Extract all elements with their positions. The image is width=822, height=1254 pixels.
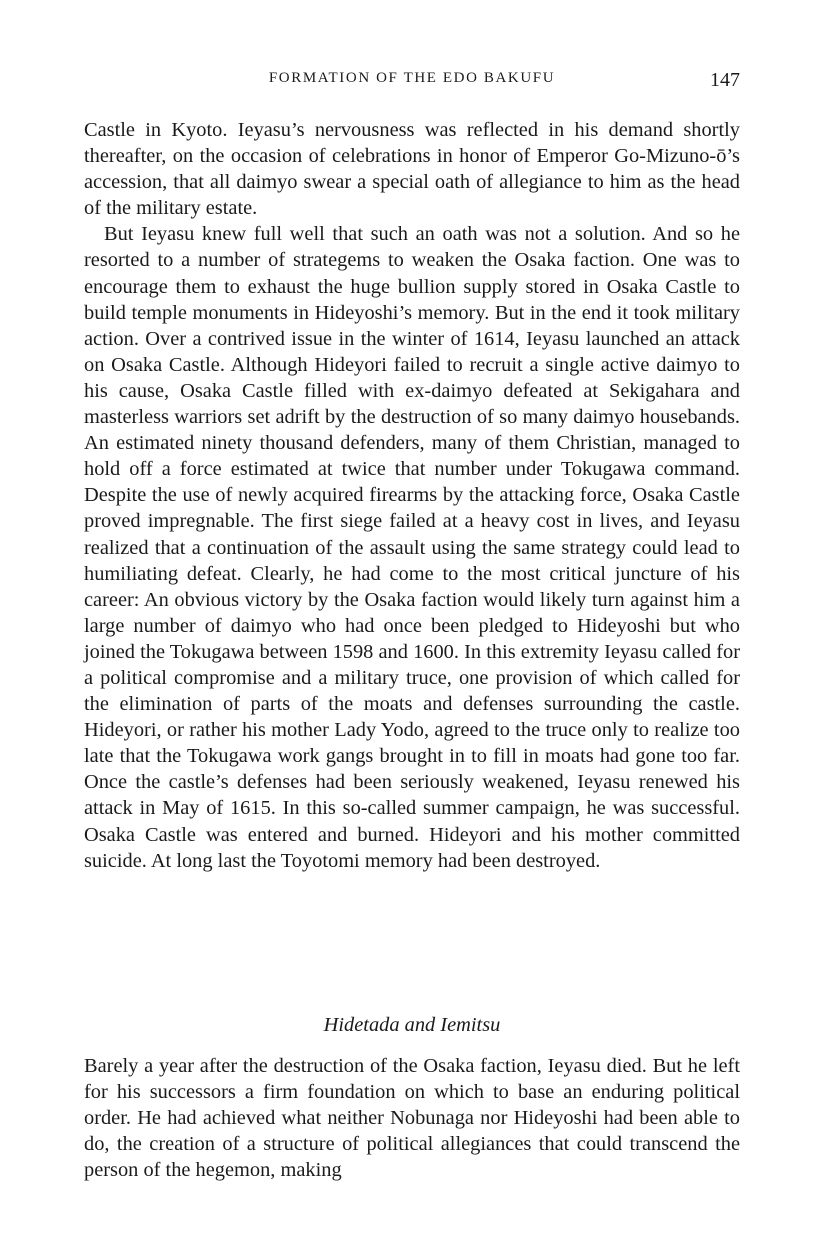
section-body-text <box>84 1053 740 1183</box>
page-number: 147 <box>710 69 740 91</box>
paragraph-continued: Castle in Kyoto. Ieyasu’s nervousness was reflected in his demand shortly thereafter, on the occasion of celebrations in honor of Emperor Go-Mizuno-ō’s accession, that all daimyo swear a special oath of allegiance to him as the head of the military estate. <box>84 119 740 220</box>
paragraph-section-opening: Barely a year after the destruction of the Osaka faction, Ieyasu died. But he left for his successors a firm foundation on which to base an enduring political order. He had achieved what neither Nobunaga nor Hideyoshi had been able to do, the creation of a structure of political allegiances that could transcend the person of the hegemon, making <box>84 1055 740 1182</box>
body-text <box>84 117 740 874</box>
running-title: FORMATION OF THE EDO BAKUFU <box>268 70 556 86</box>
section-heading: Hidetada and Iemitsu <box>323 1014 501 1036</box>
paragraph-osaka-campaign: But Ieyasu knew full well that such an oath was not a solution. And so he resorted to a number of strategems to weaken the Osaka faction. One was to encourage them to exhaust the huge bullion supply stored in Osaka Castle to build temple monuments in Hideyoshi’s memory. But in the end it took military action. Over a contrived issue in the winter of 1614, Ieyasu launched an attack on Osaka Castle. Although Hideyori failed to recruit a single active daimyo to his cause, Osaka Castle filled with ex-daimyo defeated at Sekigahara and masterless warriors set adrift by the destruction of so many daimyo housebands. An estimated ninety thousand defenders, many of them Christian, managed to hold off a force estimated at twice that number under Tokugawa command. Despite the use of newly acquired firearms by the attacking force, Osaka Castle proved impregnable. The first siege failed at a heavy cost in lives, and Ieyasu realized that a continuation of the assault using the same strategy could lead to humiliating defeat. Clearly, he had come to the most critical juncture of his career: An obvious victory by the Osaka faction would likely turn against him a large number of daimyo who had once been pledged to Hideyoshi but who joined the Tokugawa between 1598 and 1600. In this extremity Ieyasu called for a political compromise and a military truce, one provision of which called for the elimination of parts of the moats and defenses surrounding the castle. Hideyori, or rather his mother Lady Yodo, agreed to the truce only to realize too late that the Tokugawa work gangs brought in to fill in moats had gone too far. Once the castle’s defenses had been seriously weakened, Ieyasu renewed his attack in May of 1615. In this so-called summer campaign, he was successful. Osaka Castle was entered and burned. Hideyori and his mother committed suicide. At long last the Toyotomi memory had been destroyed. <box>84 223 740 872</box>
running-head <box>84 70 740 94</box>
